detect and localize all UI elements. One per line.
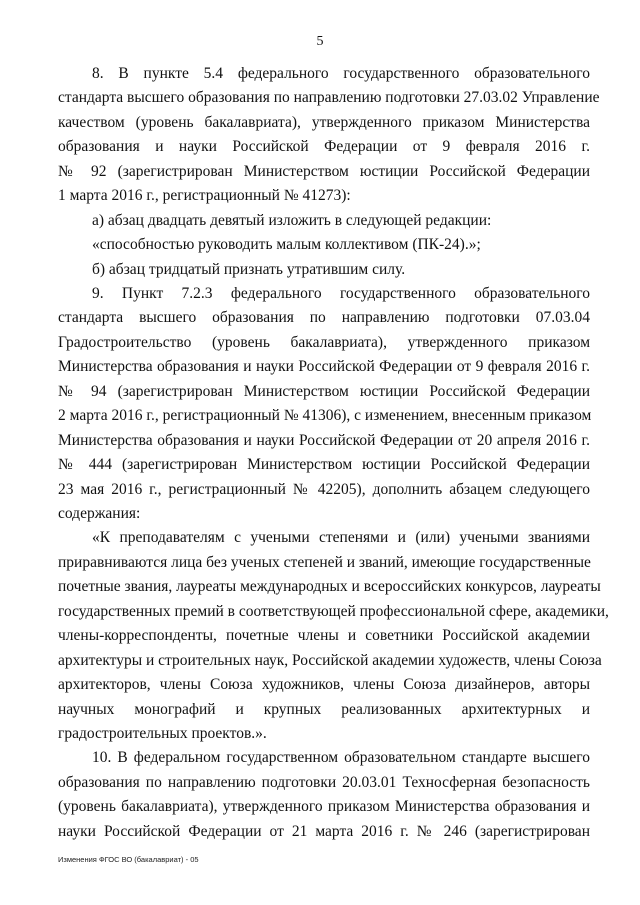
text-line: государственных премий в соответствующей профессиональной сфере, академики, [58,603,609,620]
text-line: 23 мая 2016 г., регистрационный № 42205), дополнить абзацем следующего [58,481,590,498]
text-line: 1 марта 2016 г., регистрационный № 41273): [58,187,351,204]
text-line: Министерства образования и науки Российской Федерации от 9 февраля 2016 г. [58,358,590,375]
text-line: образования по направлению подготовки 20.03.01 Техносферная безопасность [58,774,590,791]
text-line: 9. Пункт 7.2.3 федерального государственного образовательного [92,285,590,302]
text-line: (уровень бакалавриата), утвержденного приказом Министерства образования и [58,798,590,815]
text-line: 10. В федеральном государственном образовательном стандарте высшего [92,749,590,766]
text-line: «К преподавателям с учеными степенями и (или) учеными званиями [92,529,590,546]
text-line: Градостроительство (уровень бакалавриата), утвержденного приказом [58,334,590,351]
text-line: а) абзац двадцать девятый изложить в следующей редакции: [92,212,492,229]
text-line: качеством (уровень бакалавриата), утвержденного приказом Министерства [58,114,590,131]
text-line: «способностью руководить малым коллективом (ПК-24).»; [92,236,481,253]
page-number: 5 [316,34,324,49]
text-line: почетные звания, лауреаты международных и всероссийских конкурсов, лауреаты [58,578,601,595]
text-line: № 94 (зарегистрирован Министерством юстиции Российской Федерации [58,383,590,400]
text-line: градостроительных проектов.». [58,725,267,742]
text-line: архитекторов, члены Союза художников, члены Союза дизайнеров, авторы [58,676,590,693]
text-line: стандарта высшего образования по направлению подготовки 27.03.02 Управление [58,89,600,106]
text-line: б) абзац тридцатый признать утратившим силу. [92,261,406,278]
text-line: архитектуры и строительных наук, Российской академии художеств, члены Союза [58,652,602,669]
text-line: стандарта высшего образования по направлению подготовки 07.03.04 [58,309,590,326]
text-line: 8. В пункте 5.4 федерального государственного образовательного [92,65,590,82]
text-line: приравниваются лица без ученых степеней и званий, имеющие государственные [58,554,591,571]
text-line: Министерства образования и науки Российской Федерации от 20 апреля 2016 г. [58,432,590,449]
text-line: содержания: [58,505,141,522]
footer-note: Изменения ФГОС ВО (бакалавриат) - 05 [58,855,199,864]
text-line: 2 марта 2016 г., регистрационный № 41306), с изменением, внесенным приказом [58,407,592,424]
text-line: № 92 (зарегистрирован Министерством юстиции Российской Федерации [58,163,590,180]
text-line: члены-корреспонденты, почетные члены и советники Российской академии [58,627,590,644]
text-line: № 444 (зарегистрирован Министерством юстиции Российской Федерации [58,456,590,473]
text-line: научных монографий и крупных реализованных архитектурных и [58,701,590,718]
text-line: науки Российской Федерации от 21 марта 2016 г. № 246 (зарегистрирован [58,823,590,840]
text-line: образования и науки Российской Федерации от 9 февраля 2016 г. [58,138,590,155]
